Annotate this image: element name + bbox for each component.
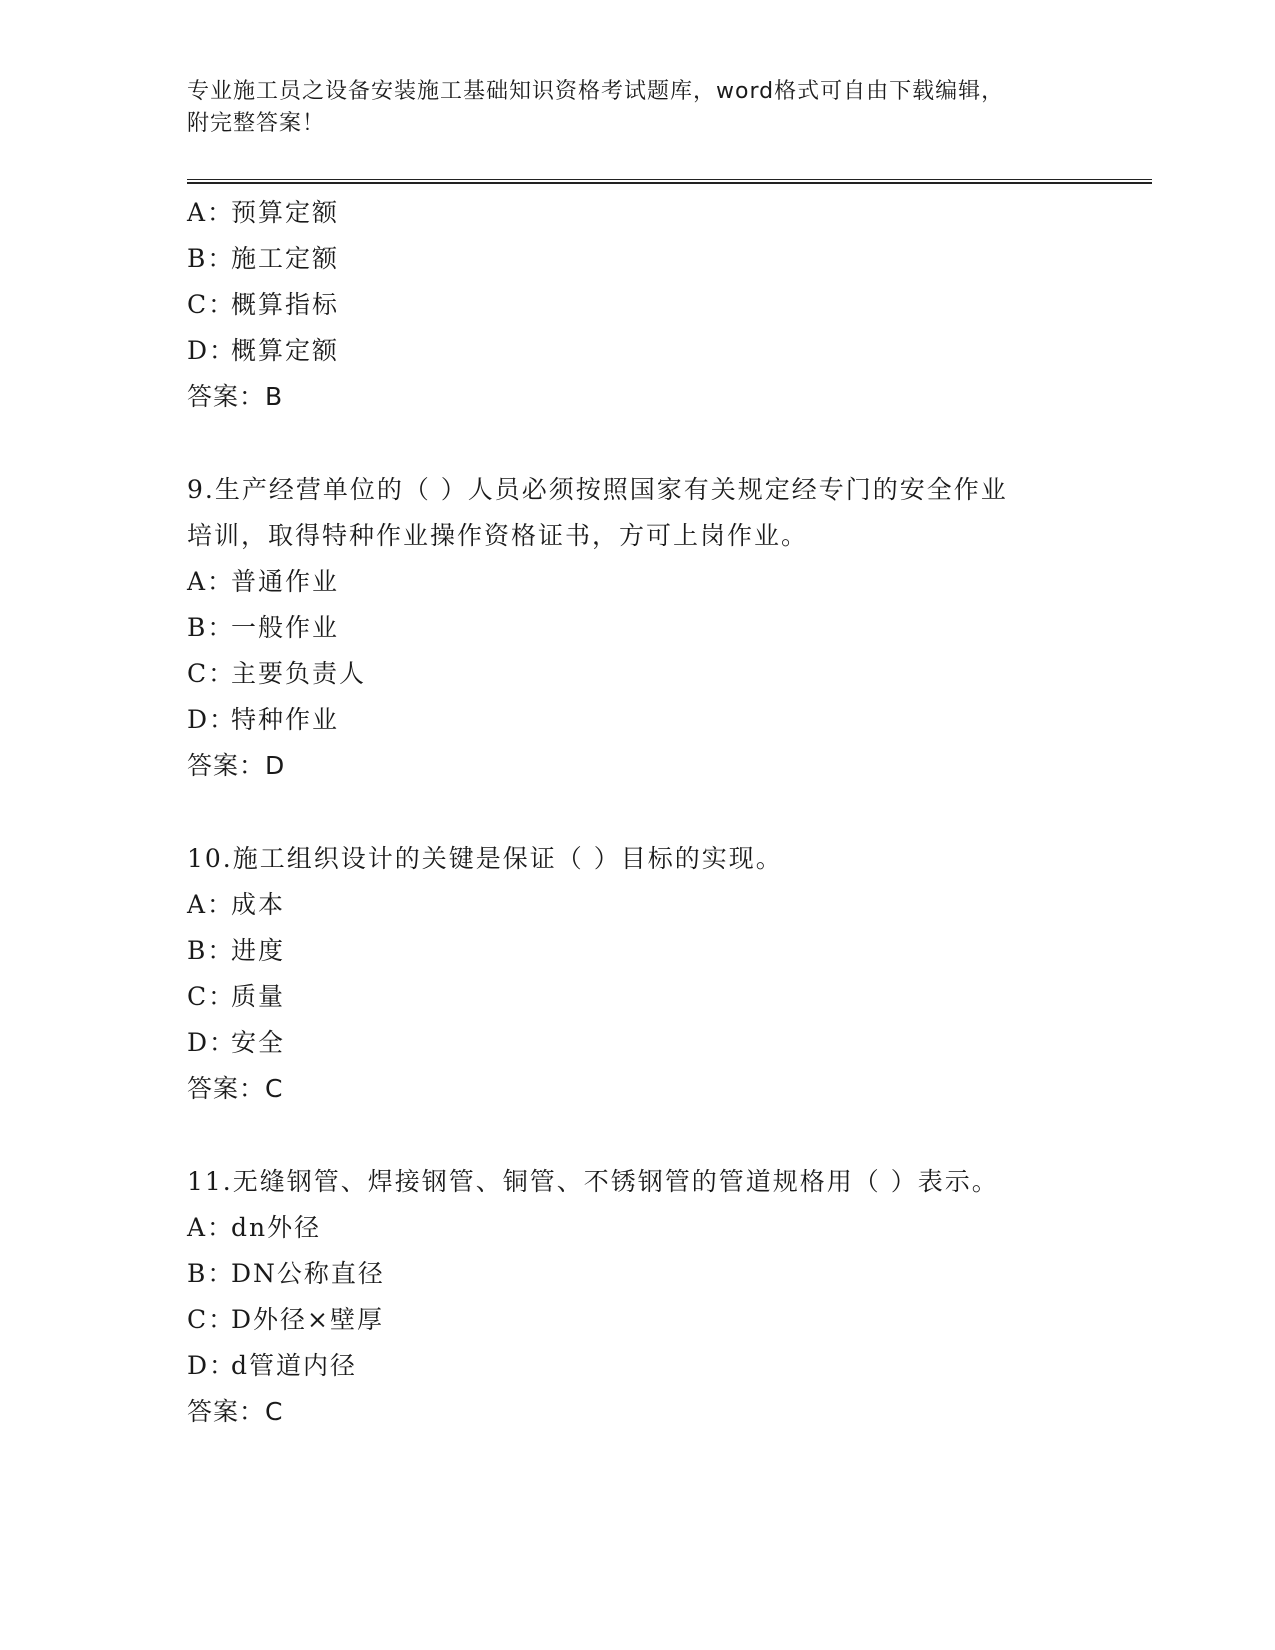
answer: 答案：B xyxy=(187,382,284,411)
option-d: D：概算定额 xyxy=(187,336,340,365)
header-line-2: 附完整答案！ xyxy=(187,111,326,136)
option-c: C：质量 xyxy=(187,982,286,1011)
option-a: A：dn外径 xyxy=(187,1213,322,1242)
answer: 答案：C xyxy=(187,1397,284,1426)
option-c: C：D外径×壁厚 xyxy=(187,1305,384,1334)
option-d: D：特种作业 xyxy=(187,705,340,734)
question-stem-line: 培训，取得特种作业操作资格证书，方可上岗作业。 xyxy=(187,521,809,550)
question-10 xyxy=(187,836,1152,1112)
option-a: A：成本 xyxy=(187,890,286,919)
document-header xyxy=(187,76,1067,140)
question-11 xyxy=(187,1159,1152,1435)
header-divider xyxy=(187,179,1152,184)
question-list xyxy=(187,190,1152,1435)
option-b: B：进度 xyxy=(187,936,286,965)
option-b: B：一般作业 xyxy=(187,613,340,642)
question-stem-line: 11.无缝钢管、焊接钢管、铜管、不锈钢管的管道规格用（ ）表示。 xyxy=(187,1167,999,1196)
option-b: B：施工定额 xyxy=(187,244,340,273)
question-9 xyxy=(187,467,1152,789)
option-d: D：安全 xyxy=(187,1028,286,1057)
answer: 答案：C xyxy=(187,1074,284,1103)
partial-question xyxy=(187,190,1152,420)
option-a: A：普通作业 xyxy=(187,567,340,596)
option-c: C：主要负责人 xyxy=(187,659,367,688)
option-c: C：概算指标 xyxy=(187,290,340,319)
question-stem-line: 10.施工组织设计的关键是保证（ ）目标的实现。 xyxy=(187,844,783,873)
header-line-1: 专业施工员之设备安装施工基础知识资格考试题库，word格式可自由下载编辑， xyxy=(187,79,1005,104)
question-stem-line: 9.生产经营单位的（ ）人员必须按照国家有关规定经专门的安全作业 xyxy=(187,475,1008,504)
answer: 答案：D xyxy=(187,751,286,780)
option-b: B：DN公称直径 xyxy=(187,1259,385,1288)
option-a: A：预算定额 xyxy=(187,198,340,227)
option-d: D：d管道内径 xyxy=(187,1351,358,1380)
